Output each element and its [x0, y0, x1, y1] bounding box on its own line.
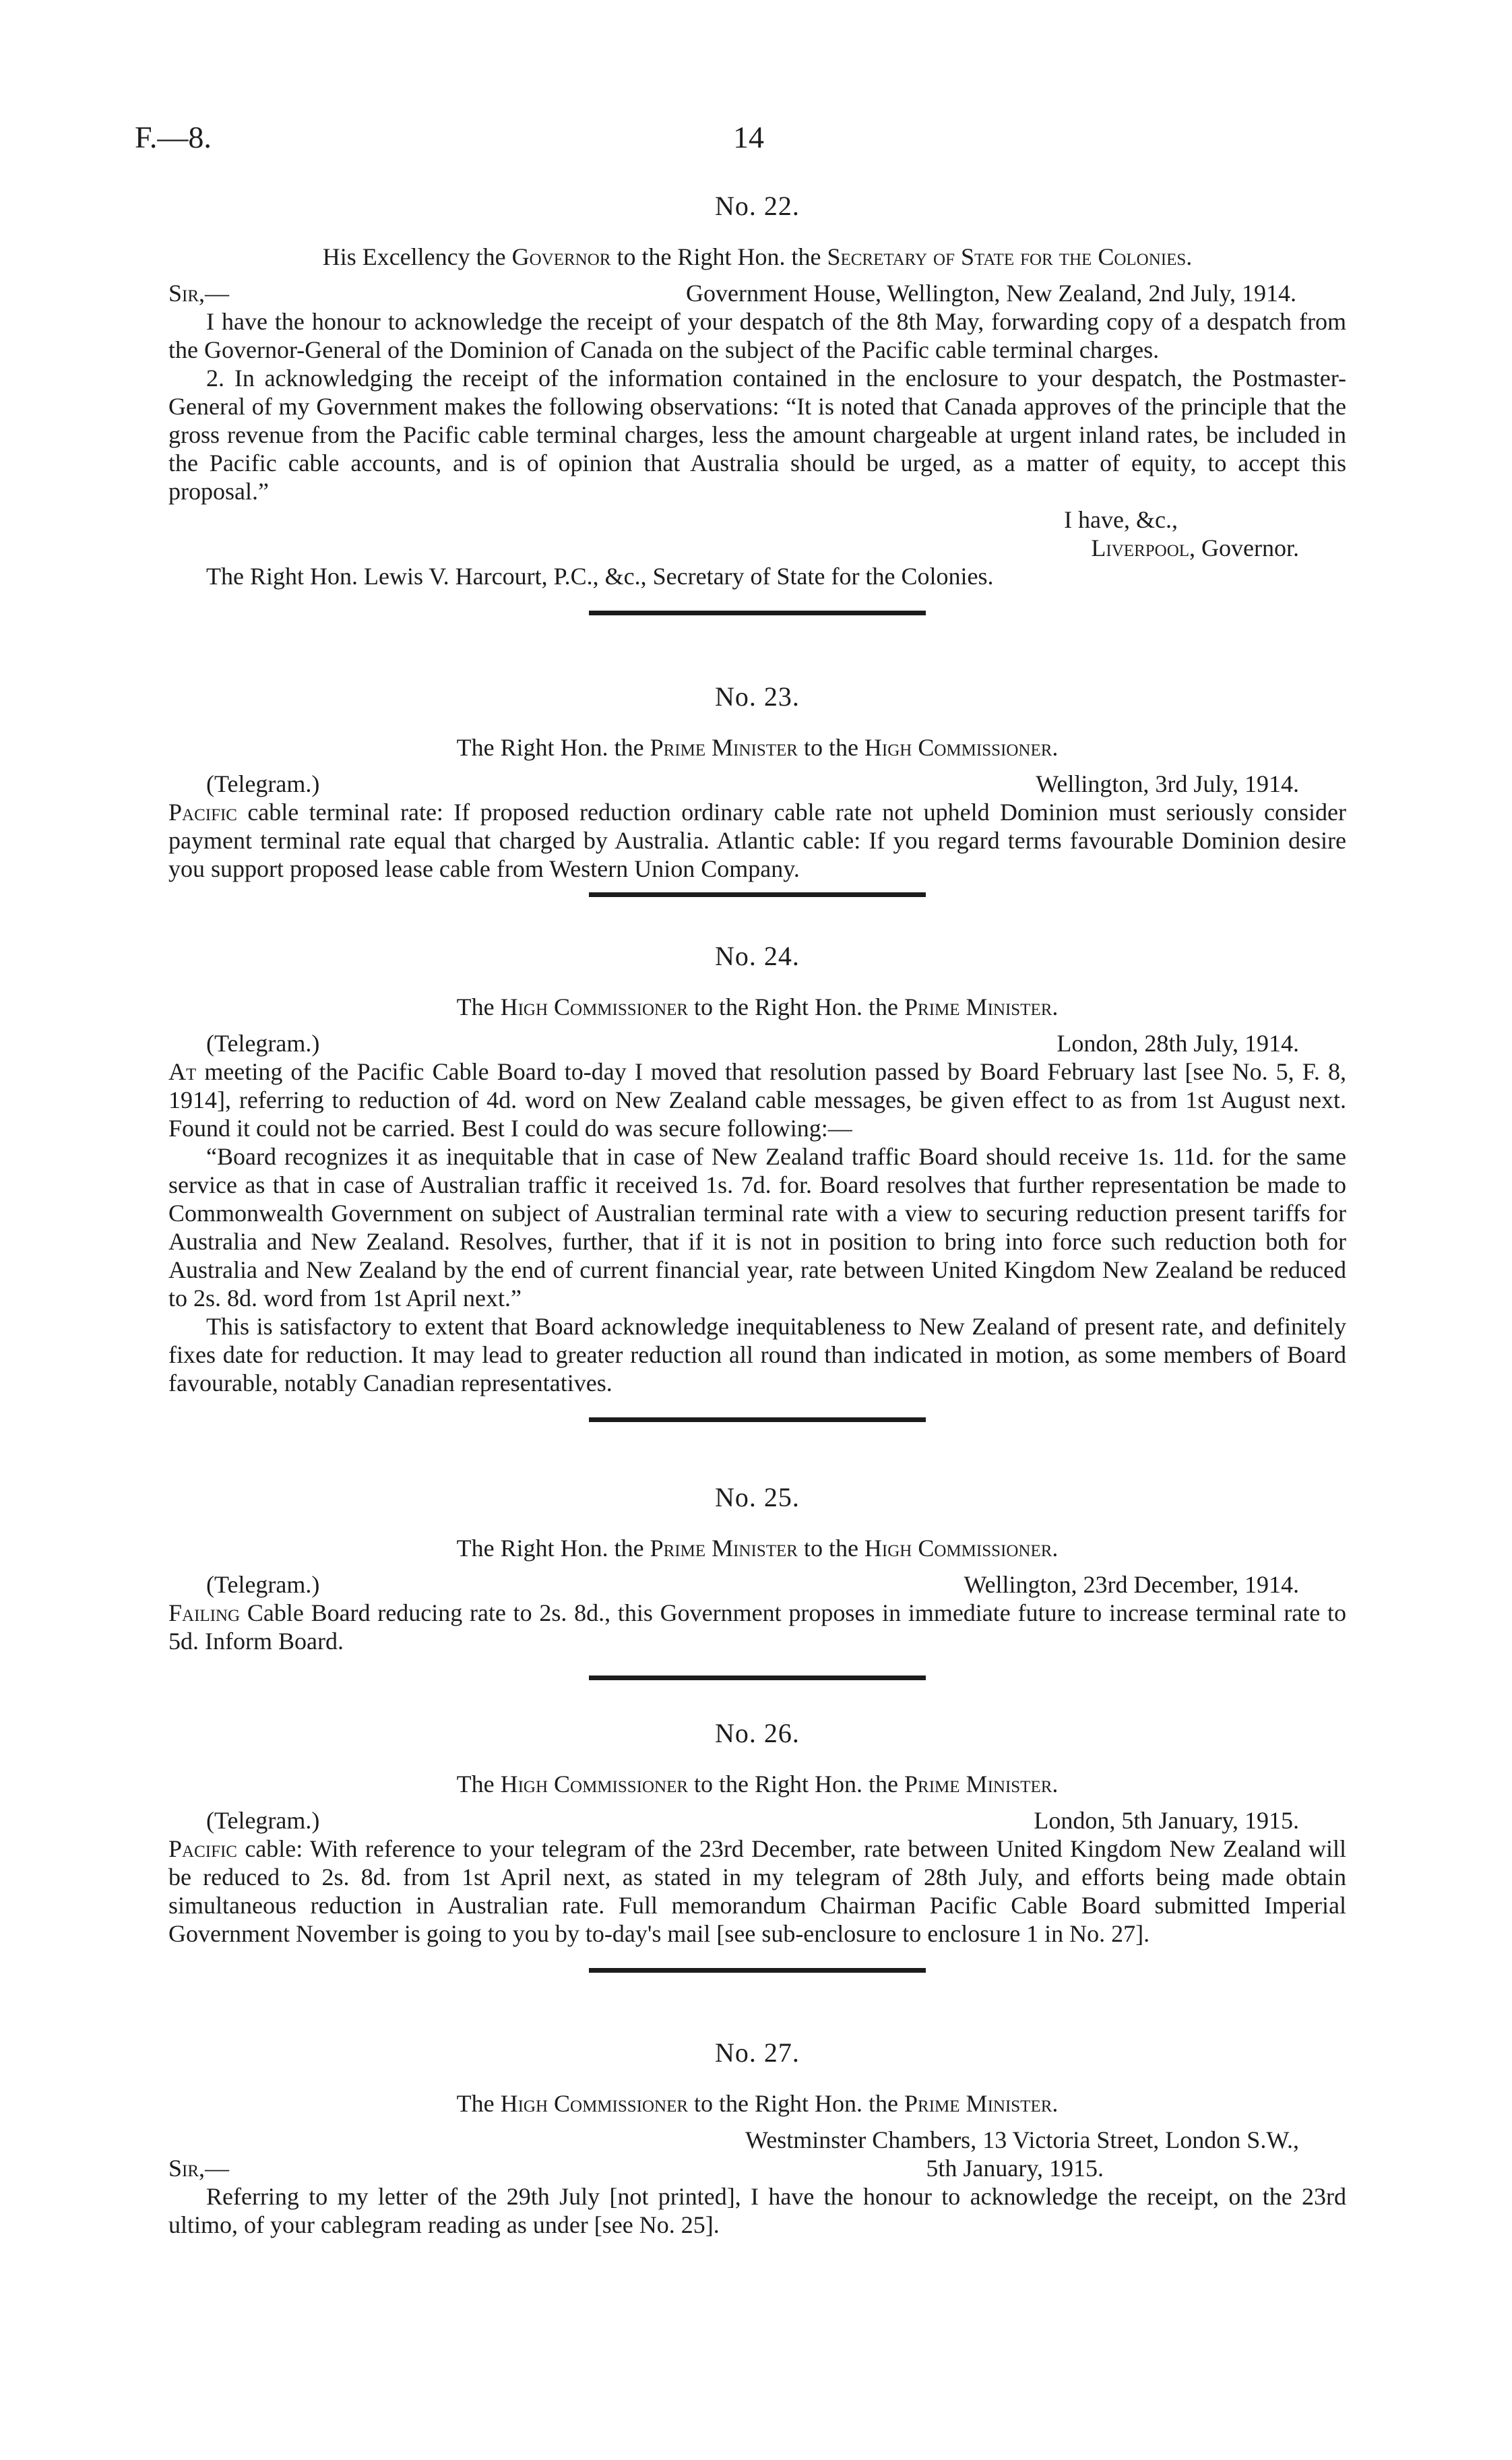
- signature: [168, 534, 1346, 562]
- salutation-date-row: [168, 2154, 1346, 2182]
- title-sender: High Commissioner: [500, 993, 689, 1020]
- dateline: London, 28th July, 1914.: [1057, 1030, 1299, 1057]
- document-title: [168, 1534, 1346, 1562]
- addressee: The Right Hon. Lewis V. Harcourt, P.C., &c., Secretary of State for the Colonies.: [206, 563, 994, 590]
- paragraph: I have the honour to acknowledge the receipt of your despatch of the 8th May, forwarding copy of a despatch from the Governor-General of the Dominion of Canada on the subject of the Pacific cable terminal charges.: [168, 308, 1346, 363]
- section-divider: [589, 1675, 926, 1680]
- section-divider: [589, 1968, 926, 1973]
- dateline: London, 5th January, 1915.: [1034, 1807, 1299, 1834]
- section-divider: [589, 611, 926, 615]
- document-no-23: [168, 681, 1346, 924]
- paragraph: Referring to my letter of the 29th July [not printed], I have the honour to acknowledge the receipt, on the 23rd ultimo, of your cablegram reading as under [see No. 25].: [168, 2183, 1346, 2238]
- title-sender: High Commissioner: [500, 1771, 689, 1797]
- title-text: The Right Hon. the: [456, 734, 650, 761]
- document-kind: (Telegram.): [206, 1807, 320, 1834]
- title-recipient: High Commissioner.: [864, 1535, 1059, 1562]
- page-number: 14: [733, 120, 764, 154]
- letter-date: 5th January, 1915.: [926, 2155, 1104, 2182]
- document-no-25: [168, 1481, 1346, 1707]
- title-sender: Prime Minister: [650, 1535, 798, 1562]
- kind-dateline-row: [168, 770, 1346, 798]
- paper-reference: F.—8.: [135, 120, 212, 154]
- title-text: to the Right Hon. the: [688, 993, 905, 1020]
- title-text: to the Right Hon. the: [688, 2090, 905, 2117]
- dateline: Wellington, 3rd July, 1914.: [1036, 770, 1299, 797]
- document-number: No. 23.: [715, 681, 800, 712]
- title-sender: Governor: [511, 243, 611, 270]
- title-text: to the Right Hon. the: [688, 1771, 905, 1797]
- document-kind: (Telegram.): [206, 1030, 320, 1057]
- title-text: His Excellency the: [322, 243, 512, 270]
- title-recipient: Prime Minister.: [904, 2090, 1059, 2117]
- lead-word: Failing: [168, 1599, 241, 1626]
- document-kind: (Telegram.): [206, 1571, 320, 1598]
- title-sender: Prime Minister: [650, 734, 798, 761]
- section-divider: [589, 892, 926, 897]
- document-number: No. 24.: [715, 941, 800, 971]
- document-number: No. 25.: [715, 1482, 800, 1512]
- lead-word: Pacific: [168, 1835, 237, 1862]
- document-no-22: [168, 190, 1346, 642]
- document-number: No. 22.: [715, 191, 800, 221]
- document-no-26: [168, 1717, 1346, 2000]
- kind-dateline-row: [168, 1806, 1346, 1835]
- paragraph: 2. In acknowledging the receipt of the information contained in the enclosure to your despatch, the Postmaster-General of my Government makes the following observations: “It is noted that Canada approves of the principle that the gross revenue from the Pacific cable terminal charges, less the amount chargeable at urgent inland rates, be included in the Pacific cable accounts, and is of opinion that Australia should be urged, as a matter of equity, to accept this proposal.”: [168, 365, 1346, 505]
- document-title: [168, 243, 1346, 271]
- kind-dateline-row: [168, 1570, 1346, 1599]
- paragraph: [168, 1057, 1346, 1142]
- document-title: [168, 733, 1346, 762]
- title-text: to the: [797, 734, 864, 761]
- paragraph: [168, 1599, 1346, 1655]
- lead-word: Pacific: [168, 799, 237, 826]
- signatory-title: , Governor.: [1189, 534, 1299, 561]
- document-kind: (Telegram.): [206, 770, 320, 797]
- title-text: The Right Hon. the: [456, 1535, 650, 1562]
- paragraph-text: meeting of the Pacific Cable Board to-day I moved that resolution passed by Board February last [see No. 5, F. 8, 1914], referring to reduction of 4d. word on New Zealand cable messages, be given effect to as from 1st August next. Found it could not be carried. Best I could do was secure following:—: [168, 1058, 1346, 1142]
- salutation: Sir,—: [168, 280, 230, 307]
- document-number: No. 27.: [715, 2037, 800, 2068]
- document-title: [168, 1770, 1346, 1798]
- title-sender: High Commissioner: [500, 2090, 689, 2117]
- paragraph: [168, 798, 1346, 883]
- dateline: Government House, Wellington, New Zealand, 2nd July, 1914.: [686, 280, 1296, 307]
- lead-word: At: [168, 1058, 197, 1085]
- closing: I have, &c.,: [1064, 506, 1178, 533]
- title-recipient: Prime Minister.: [904, 1771, 1059, 1797]
- title-text: The: [456, 1771, 501, 1797]
- paragraph-text: cable terminal rate: If proposed reduction ordinary cable rate not upheld Dominion must seriously consider payment terminal rate equal that charged by Australia. Atlantic cable: If you regard terms favourable Dominion desire you support proposed lease cable from Western Union Company.: [168, 799, 1346, 882]
- document-number: No. 26.: [715, 1718, 800, 1748]
- paragraph: [168, 1835, 1346, 1948]
- document-title: [168, 2089, 1346, 2118]
- kind-dateline-row: [168, 1029, 1346, 1057]
- document-title: [168, 993, 1346, 1021]
- salutation: Sir,—: [168, 2155, 230, 2182]
- document-no-27: [168, 2037, 1346, 2239]
- title-text: to the Right Hon. the: [610, 243, 827, 270]
- paragraph-text: Cable Board reducing rate to 2s. 8d., this Government proposes in immediate future to increase terminal rate to 5d. Inform Board.: [168, 1599, 1346, 1655]
- title-recipient: Prime Minister.: [904, 993, 1059, 1020]
- quoted-resolution: “Board recognizes it as inequitable that in case of New Zealand traffic Board should receive 1s. 11d. for the same service as that in case of Australian traffic it received 1s. 7d. for. Board resolves that further representation be made to Commonwealth Government on subject of Australian terminal rate with a view to securing reduction present tariffs for Australia and New Zealand. Resolves, further, that if it is not in position to bring into force such reduction both for Australia and New Zealand by the end of current financial year, rate between United Kingdom New Zealand be reduced to 2s. 8d. word from 1st April next.”: [168, 1143, 1346, 1312]
- title-text: to the: [797, 1535, 864, 1562]
- dateline: Wellington, 23rd December, 1914.: [964, 1571, 1299, 1598]
- signatory-name: Liverpool: [1091, 534, 1190, 561]
- salutation-dateline-row: [168, 279, 1346, 307]
- title-recipient: Secretary of State for the Colonies.: [827, 243, 1193, 270]
- sender-address: Westminster Chambers, 13 Victoria Street, London S.W.,: [745, 2126, 1299, 2153]
- document-no-24: [168, 940, 1346, 1449]
- title-text: The: [456, 2090, 501, 2117]
- title-recipient: High Commissioner.: [864, 734, 1059, 761]
- title-text: The: [456, 993, 501, 1020]
- paragraph-text: cable: With reference to your telegram of the 23rd December, rate between United Kingdom New Zealand will be reduced to 2s. 8d. from 1st April next, as stated in my telegram of 28th July, and efforts being made obtain simultaneous reduction in Australian rate. Full memorandum Chairman Pacific Cable Board submitted Imperial Government November is going to you by to-day's mail [see sub-enclosure to enclosure 1 in No. 27].: [168, 1835, 1346, 1947]
- section-divider: [589, 1417, 926, 1422]
- paragraph: This is satisfactory to extent that Board acknowledge inequitableness to New Zealand of present rate, and definitely fixes date for reduction. It may lead to greater reduction all round than indicated in motion, as some members of Board favourable, notably Canadian representatives.: [168, 1313, 1346, 1396]
